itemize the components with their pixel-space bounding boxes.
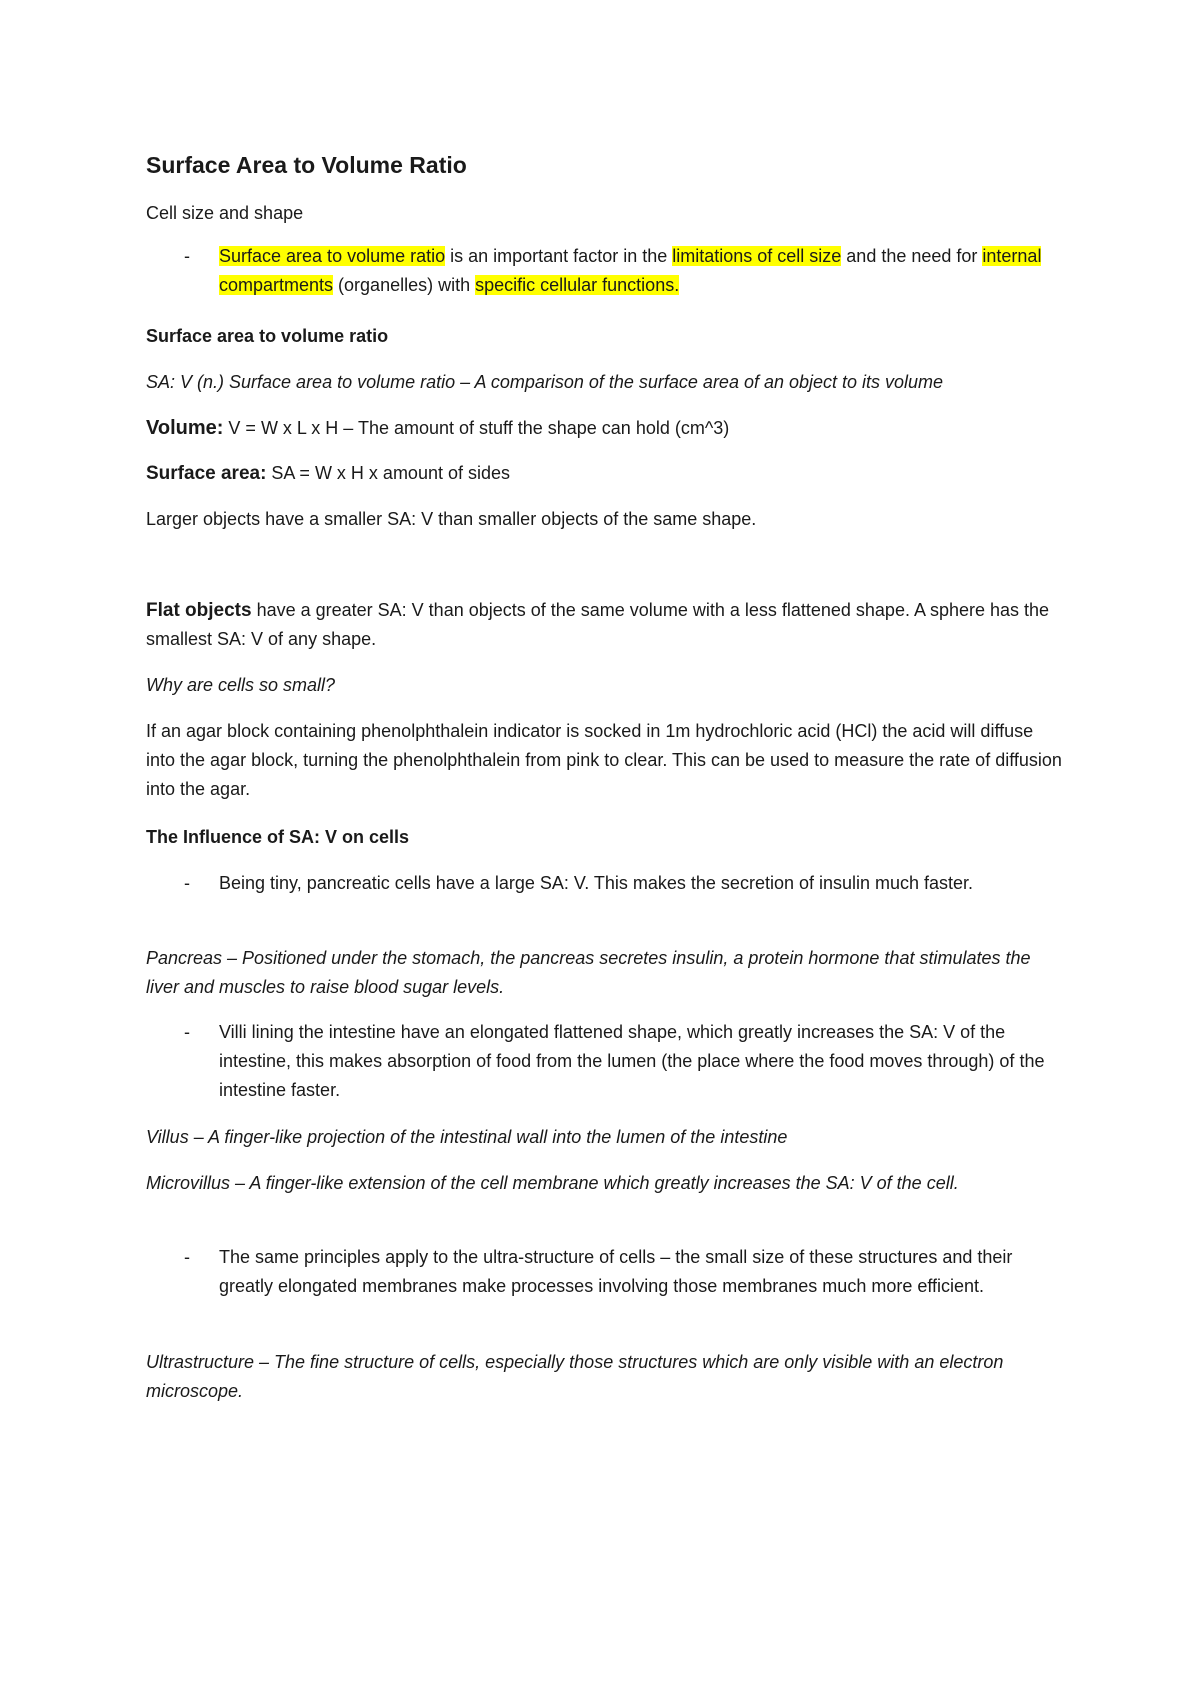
text-run: is an important factor in the <box>445 246 673 266</box>
volume-formula <box>146 414 1066 443</box>
page-title: Surface Area to Volume Ratio <box>146 152 467 178</box>
bullet-dash: - <box>184 873 190 893</box>
paragraph: Larger objects have a smaller SA: V than smaller objects of the same shape. <box>146 509 757 529</box>
section-heading: Surface area to volume ratio <box>146 326 389 346</box>
paragraph-text: have a greater SA: V than objects of the same volume with a less flattened shape. A sphere has the smallest SA: V of any shape. <box>146 600 1050 649</box>
section-heading: The Influence of SA: V on cells <box>146 827 410 847</box>
bullet-dash: - <box>184 1247 190 1267</box>
surface-area-formula <box>146 459 1066 488</box>
bullet-text <box>219 242 1059 300</box>
formula-text: SA = W x H x amount of sides <box>266 463 511 483</box>
definition-text: Villus – A finger-like projection of the intestinal wall into the lumen of the intestine <box>146 1127 788 1147</box>
term-label: Flat objects <box>146 600 252 621</box>
paragraph <box>146 596 1066 654</box>
bullet-item <box>146 242 1066 302</box>
bullet-item <box>146 1018 1066 1108</box>
bullet-item <box>146 869 1066 929</box>
highlighted-term: limitations of cell size <box>672 246 842 266</box>
definition-text: Pancreas – Positioned under the stomach, the pancreas secretes insulin, a protein hormone that stimulates the liver and muscles to raise blood sugar levels. <box>146 948 1031 997</box>
text-run: and the need for <box>841 246 983 266</box>
bullet-dash: - <box>184 1022 190 1042</box>
formula-text: V = W x L x H – The amount of stuff the shape can hold (cm^3) <box>223 418 730 438</box>
formula-label: Volume: <box>146 417 224 439</box>
question-text: Why are cells so small? <box>146 675 336 695</box>
text-run: (organelles) with <box>333 275 476 295</box>
bullet-text: Being tiny, pancreatic cells have a large SA: V. This makes the secretion of insulin much faster. <box>219 873 974 893</box>
bullet-text: Villi lining the intestine have an elongated flattened shape, which greatly increases the SA: V of the intestine, this makes absorption of food from the lumen (the place where the food moves through) of the intestine faster. <box>219 1022 1045 1100</box>
bullet-text: The same principles apply to the ultra-structure of cells – the small size of these structures and their greatly elongated membranes make processes involving those membranes much more efficient. <box>219 1247 1013 1296</box>
highlighted-term: internal compartments <box>219 246 1042 295</box>
definition-text: SA: V (n.) Surface area to volume ratio – A comparison of the surface area of an object to its volume <box>146 372 944 392</box>
definition-text: Microvillus – A finger-like extension of the cell membrane which greatly increases the SA: V of the cell. <box>146 1173 959 1193</box>
bullet-dash: - <box>184 246 190 266</box>
highlighted-term: specific cellular functions. <box>475 275 680 295</box>
highlighted-term: Surface area to volume ratio <box>219 246 446 266</box>
definition-text: Ultrastructure – The fine structure of cells, especially those structures which are only visible with an electron microscope. <box>146 1352 1004 1401</box>
bullet-item <box>146 1243 1066 1333</box>
formula-label: Surface area: <box>146 463 267 484</box>
section-subtitle: Cell size and shape <box>146 203 304 223</box>
paragraph: If an agar block containing phenolphthalein indicator is socked in 1m hydrochloric acid (HCl) the acid will diffuse into the agar block, turning the phenolphthalein from pink to clear. This can be used to measure the rate of diffusion into the agar. <box>146 721 1062 799</box>
